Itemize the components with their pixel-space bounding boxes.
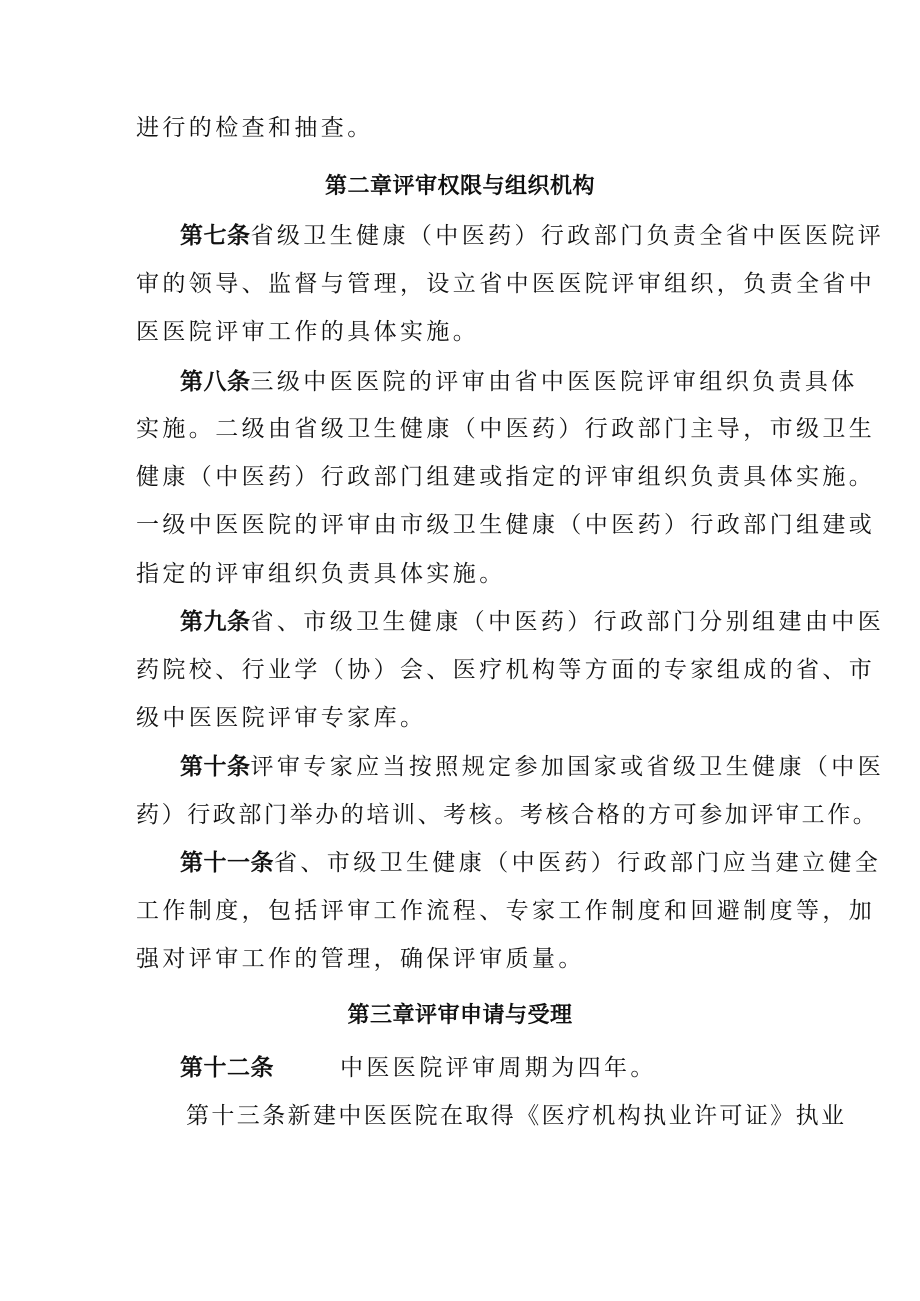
paragraph-line: 药院校、行业学（协）会、医疗机构等方面的专家组成的省、市	[136, 657, 876, 683]
chapter-heading: 第二章评审权限与组织机构	[324, 174, 595, 199]
paragraph-line: 强对评审工作的管理，确保评审质量。	[136, 946, 585, 972]
article-label: 第十一条	[180, 850, 274, 876]
article-label: 第九条	[180, 609, 251, 635]
article-text: 省级卫生健康（中医药）行政部门负责全省中医医院评	[250, 223, 885, 249]
paragraph-line: 进行的检查和抽查。	[136, 115, 374, 141]
paragraph-line: 一级中医医院的评审由市级卫生健康（中医药）行政部门组建或	[136, 512, 876, 538]
article-label: 第十二条	[180, 1055, 274, 1081]
paragraph-line: 指定的评审组织负责具体实施。	[136, 561, 506, 587]
paragraph-line	[180, 752, 884, 782]
paragraph-line	[180, 848, 881, 878]
article-text: 三级中医医院的评审由省中医医院评审组织负责具体	[250, 369, 858, 395]
paragraph-line: 健康（中医药）行政部门组建或指定的评审组织负责具体实施。	[136, 464, 876, 490]
paragraph-line: 审的领导、监督与管理，设立省中医医院评审组织，负责全省中	[136, 271, 876, 297]
chapter-heading: 第三章评审申请与受理	[347, 1003, 573, 1028]
paragraph-line: 第十三条新建中医医院在取得《医疗机构执业许可证》执业	[186, 1103, 847, 1129]
paragraph-line: 实施。二级由省级卫生健康（中医药）行政部门主导，市级卫生	[136, 416, 876, 442]
article-label: 第八条	[180, 369, 251, 395]
article-label: 第十条	[180, 754, 251, 780]
paragraph-line: 医医院评审工作的具体实施。	[136, 319, 480, 345]
article-text: 评审专家应当按照规定参加国家或省级卫生健康（中医	[250, 754, 885, 780]
paragraph-line	[180, 367, 858, 397]
article-label: 第七条	[180, 223, 251, 249]
paragraph-line: 工作制度，包括评审工作流程、专家工作制度和回避制度等，加	[136, 898, 876, 924]
paragraph-line	[180, 221, 884, 251]
article-text: 中医医院评审周期为四年。	[340, 1055, 657, 1081]
paragraph-line: 级中医医院评审专家库。	[136, 705, 427, 731]
paragraph-line	[180, 1053, 657, 1083]
paragraph-line: 药）行政部门举办的培训、考核。考核合格的方可参加评审工作。	[136, 802, 879, 828]
article-text: 省、市级卫生健康（中医药）行政部门应当建立健全	[274, 850, 882, 876]
article-text: 省、市级卫生健康（中医药）行政部门分别组建由中医	[250, 609, 885, 635]
paragraph-line	[180, 607, 884, 637]
